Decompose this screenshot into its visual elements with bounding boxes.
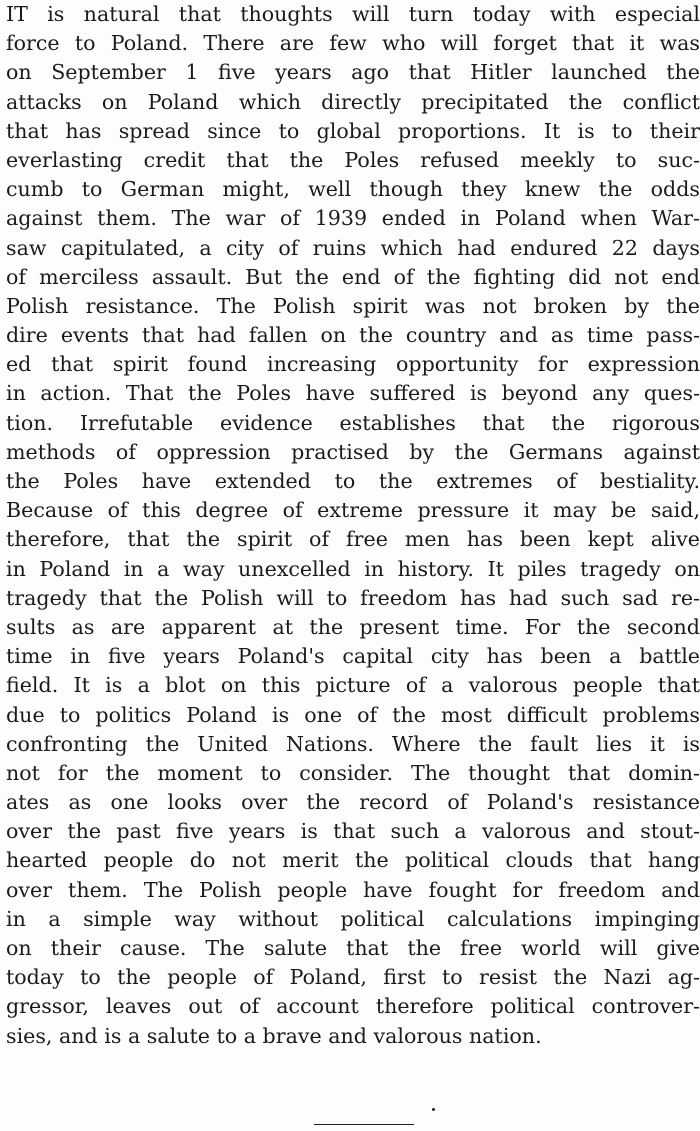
text-line: Polish resistance. The Polish spirit was not broken by the bbox=[6, 293, 700, 318]
text-line: Because of this degree of extreme pressure it may be said, bbox=[6, 498, 700, 523]
text-line: confronting the United Nations. Where the fault lies it is bbox=[6, 731, 700, 756]
text-line: hearted people do not merit the political clouds that hang bbox=[6, 848, 700, 873]
text-line: that has spread since to global proportions. It is to their bbox=[6, 118, 700, 143]
text-line: methods of oppression practised by the Germans against bbox=[6, 439, 700, 464]
text-line: tion. Irrefutable evidence establishes that the rigorous bbox=[6, 410, 700, 435]
text-line: attacks on Poland which directly precipitated the conflict bbox=[6, 89, 700, 114]
text-line: cumb to German might, well though they knew the odds bbox=[6, 177, 700, 202]
text-line: force to Poland. There are few who will forget that it was bbox=[6, 31, 700, 56]
text-line: over the past five years is that such a valorous and stout- bbox=[6, 819, 700, 844]
text-line: in a simple way without political calculations impinging bbox=[6, 906, 700, 931]
text-line: on their cause. The salute that the free world will give bbox=[6, 936, 700, 960]
text-line: sults as are apparent at the present time. For the second bbox=[6, 614, 700, 639]
text-line: ates as one looks over the record of Poland's resistance bbox=[6, 790, 700, 815]
text-line: gressor, leaves out of account therefore political controver- bbox=[6, 994, 700, 1019]
text-line: time in five years Poland's capital city has been a battle bbox=[6, 644, 700, 669]
text-line: dire events that had fallen on the country and as time pass- bbox=[6, 323, 700, 348]
text-line: not for the moment to consider. The thought that domin- bbox=[6, 760, 700, 785]
ink-speck bbox=[432, 1108, 435, 1111]
text-line: today to the people of Poland, first to resist the Nazi ag- bbox=[6, 965, 700, 990]
text-line: saw capitulated, a city of ruins which had endured 22 days bbox=[6, 235, 700, 260]
text-line: of merciless assault. But the end of the fighting did not end bbox=[6, 264, 700, 289]
text-line: everlasting credit that the Poles refused meekly to suc- bbox=[6, 147, 700, 172]
section-divider-rule bbox=[314, 1124, 414, 1125]
text-line: over them. The Polish people have fought for freedom and bbox=[6, 877, 700, 902]
text-line: tragedy that the Polish will to freedom has had such sad re- bbox=[6, 585, 700, 610]
text-line-final: sies, and is a salute to a brave and valorous nation. bbox=[6, 1023, 542, 1048]
text-line: the Poles have extended to the extremes of bestiality. bbox=[6, 469, 700, 493]
article-body bbox=[6, 0, 700, 1051]
text-line: against them. The war of 1939 ended in Poland when War- bbox=[6, 206, 700, 231]
text-line: on September 1 five years ago that Hitler launched the bbox=[6, 60, 700, 85]
text-line: ed that spirit found increasing opportunity for expression bbox=[6, 352, 700, 377]
text-line: in Poland in a way unexcelled in history. It piles tragedy on bbox=[6, 556, 700, 581]
text-line: in action. That the Poles have suffered is beyond any ques- bbox=[6, 381, 700, 406]
text-line: due to politics Poland is one of the most difficult problems bbox=[6, 702, 700, 727]
text-line: IT is natural that thoughts will turn today with especial bbox=[6, 2, 700, 26]
text-line: therefore, that the spirit of free men has been kept alive bbox=[6, 527, 700, 552]
text-line: field. It is a blot on this picture of a valorous people that bbox=[6, 673, 700, 698]
